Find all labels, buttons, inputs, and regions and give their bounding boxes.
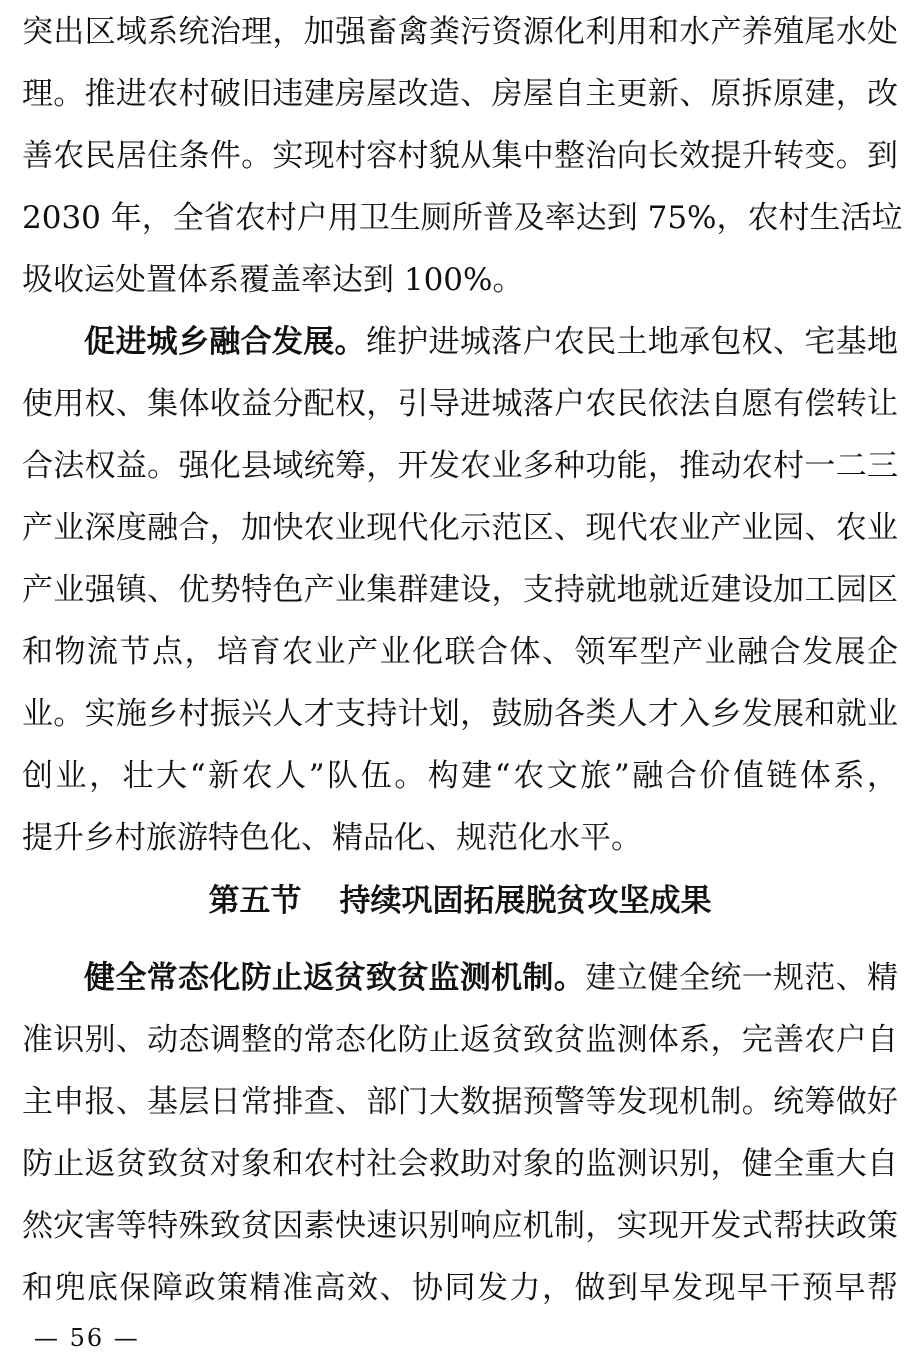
paragraph-line: 业。实施乡村振兴人才支持计划，鼓励各类人才入乡发展和就业	[22, 696, 898, 732]
paragraph-line: 突出区域系统治理，加强畜禽粪污资源化利用和水产养殖尾水处	[22, 14, 898, 50]
paragraph-lead-bold: 健全常态化防止返贫致贫监测机制。	[84, 960, 586, 996]
paragraph-lead-bold: 促进城乡融合发展。	[84, 324, 366, 360]
paragraph-line: 使用权、集体收益分配权，引导进城落户农民依法自愿有偿转让	[22, 386, 898, 422]
paragraph-line: 防止返贫致贫对象和农村社会救助对象的监测识别，健全重大自	[22, 1146, 898, 1182]
paragraph-line: 产业强镇、优势特色产业集群建设，支持就地就近建设加工园区	[22, 572, 898, 608]
page-number: — 56 —	[34, 1324, 140, 1352]
paragraph-line: 理。推进农村破旧违建房屋改造、房屋自主更新、原拆原建，改	[22, 76, 898, 112]
paragraph-line: 圾收运处置体系覆盖率达到 100%。	[22, 262, 524, 298]
paragraph-line: 提升乡村旅游特色化、精品化、规范化水平。	[22, 820, 642, 856]
paragraph-line: 合法权益。强化县域统筹，开发农业多种功能，推动农村一二三	[22, 448, 898, 484]
paragraph-text: 建立健全统一规范、精	[585, 960, 899, 996]
paragraph-line: 2030 年，全省农村户用卫生厕所普及率达到 75%，农村生活垃	[22, 200, 903, 236]
paragraph-first-line	[84, 958, 898, 998]
paragraph-first-line	[84, 322, 898, 362]
paragraph-line: 主申报、基层日常排查、部门大数据预警等发现机制。统筹做好	[22, 1084, 898, 1120]
section-title: 持续巩固拓展脱贫攻坚成果	[339, 883, 712, 919]
paragraph-line: 和兜底保障政策精准高效、协同发力，做到早发现早干预早帮	[22, 1270, 898, 1306]
paragraph-line: 和物流节点，培育农业产业化联合体、领军型产业融合发展企	[22, 634, 898, 670]
paragraph-line: 善农民居住条件。实现村容村貌从集中整治向长效提升转变。到	[22, 138, 898, 174]
paragraph-text: 维护进城落户农民土地承包权、宅基地	[365, 324, 899, 360]
paragraph-line: 准识别、动态调整的常态化防止返贫致贫监测体系，完善农户自	[22, 1022, 898, 1058]
paragraph-line: 创业，壮大“新农人”队伍。构建“农文旅”融合价值链体系，	[22, 758, 898, 794]
paragraph-line: 然灾害等特殊致贫因素快速识别响应机制，实现开发式帮扶政策	[22, 1208, 898, 1244]
section-heading	[0, 880, 920, 922]
section-number: 第五节	[208, 883, 302, 919]
paragraph-line: 产业深度融合，加快农业现代化示范区、现代农业产业园、农业	[22, 510, 898, 546]
